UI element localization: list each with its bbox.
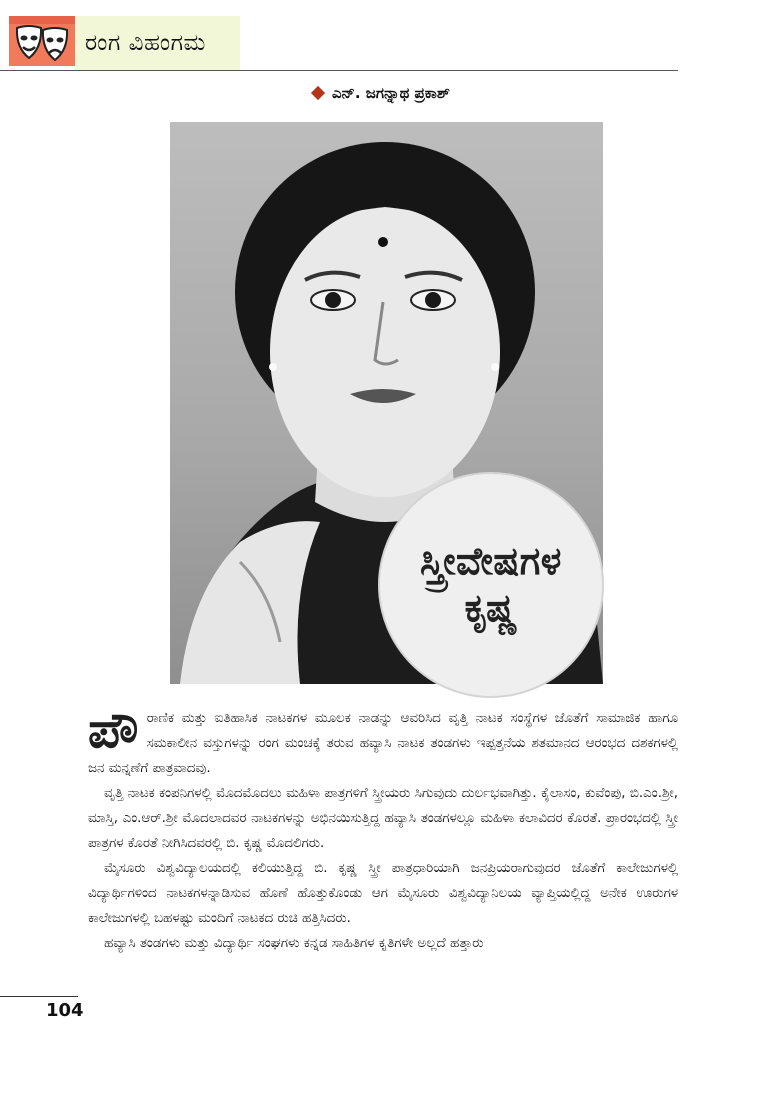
header-divider [0, 70, 678, 71]
footer-divider [0, 996, 78, 997]
paragraph: ಮೈಸೂರು ವಿಶ್ವವಿದ್ಯಾಲಯದಲ್ಲಿ ಕಲಿಯುತ್ತಿದ್ದ ಬಿ. ಕೃಷ್ಣ ಸ್ತ್ರೀ ಪಾತ್ರಧಾರಿಯಾಗಿ ಜನಪ್ರಿಯರಾಗುವುದರ ಜೊತೆಗೆ ಕಾಲೇಜುಗಳಲ್ಲಿ ವಿದ್ಯಾರ್ಥಿಗಳಿಂದ ನಾಟಕಗಳನ್ನಾಡಿಸುವ ಹೊಣೆ ಹೊತ್ತುಕೊಂಡು ಆಗ ಮೈಸೂರು ವಿಶ್ವವಿದ್ಯಾನಿಲಯ ವ್ಯಾಪ್ತಿಯಲ್ಲಿದ್ದ ಅನೇಕ ಊರುಗಳ ಕಾಲೇಜುಗಳಲ್ಲಿ ಬಹಳಷ್ಟು ಮಂದಿಗೆ ನಾಟಕದ ರುಚಿ ಹತ್ತಿಸಿದರು. [88, 861, 678, 926]
section-tab [75, 16, 240, 70]
drop-cap: ಪೌ [88, 701, 139, 759]
paragraph: ಹವ್ಯಾಸಿ ತಂಡಗಳು ಮತ್ತು ವಿದ್ಯಾರ್ಥಿ ಸಂಘಗಳು ಕನ್ನಡ ಸಾಹಿತಿಗಳ ಕೃತಿಗಳೇ ಅಲ್ಲದೆ ಹತ್ತಾರು [104, 936, 484, 951]
article-title-line1: ಸ್ತ್ರೀವೇಷಗಳ [420, 538, 562, 583]
paragraph-text: ರಾಣಿಕ ಮತ್ತು ಐತಿಹಾಸಿಕ ನಾಟಕಗಳ ಮೂಲಕ ನಾಡನ್ನು ಆವರಿಸಿದ ವೃತ್ತಿ ನಾಟಕ ಸಂಸ್ಥೆಗಳ ಜೊತೆಗೆ ಸಾಮಾಜಿಕ ಹಾಗೂ ಸಮಕಾಲೀನ ವಸ್ತುಗಳನ್ನು ರಂಗ ಮಂಚಕ್ಕೆ ತರುವ ಹವ್ಯಾಸಿ ನಾಟಕ ತಂಡಗಳು ಇಪ್ಪತ್ತನೆಯ ಶತಮಾನದ ಆರಂಭದ ದಶಕಗಳಲ್ಲಿ ಜನ ಮನ್ನಣೆಗೆ ಪಾತ್ರವಾದವು. [88, 711, 678, 776]
byline [313, 82, 450, 104]
section-title: ರಂಗ ವಿಹಂಗಮ [85, 30, 206, 56]
author-name: ಎನ್. ಜಗನ್ನಾಥ ಪ್ರಕಾಶ್ [332, 84, 450, 102]
diamond-bullet-icon [311, 86, 325, 100]
paragraph: ವೃತ್ತಿ ನಾಟಕ ಕಂಪನಿಗಳಲ್ಲಿ ಮೊದಮೊದಲು ಮಹಿಳಾ ಪಾತ್ರಗಳಿಗೆ ಸ್ತ್ರೀಯರು ಸಿಗುವುದು ದುರ್ಲಭವಾಗಿತ್ತು. ಕೈಲಾಸಂ, ಕುವೆಂಪು, ಬಿ.ಎಂ.ಶ್ರೀ, ಮಾಸ್ತಿ, ಎಂ.ಆರ್.ಶ್ರೀ ಮೊದಲಾದವರ ನಾಟಕಗಳನ್ನು ಅಭಿನಯಿಸುತ್ತಿದ್ದ ಹವ್ಯಾಸಿ ತಂಡಗಳಲ್ಲೂ ಮಹಿಳಾ ಕಲಾವಿದರ ಕೊರತೆ. ಪ್ರಾರಂಭದಲ್ಲಿ ಸ್ತ್ರೀ ಪಾತ್ರಗಳ ಕೊರತೆ ನೀಗಿಸಿದವರಲ್ಲಿ ಬಿ. ಕೃಷ್ಣ ಮೊದಲಿಗರು. [88, 786, 678, 851]
article-title-line2: ಕೃಷ್ಣ [464, 586, 518, 630]
article-body [88, 701, 678, 956]
theatre-masks-icon [9, 16, 75, 66]
paragraph [88, 701, 678, 781]
page-number: 104 [46, 1000, 84, 1021]
article-title-badge [380, 474, 602, 696]
